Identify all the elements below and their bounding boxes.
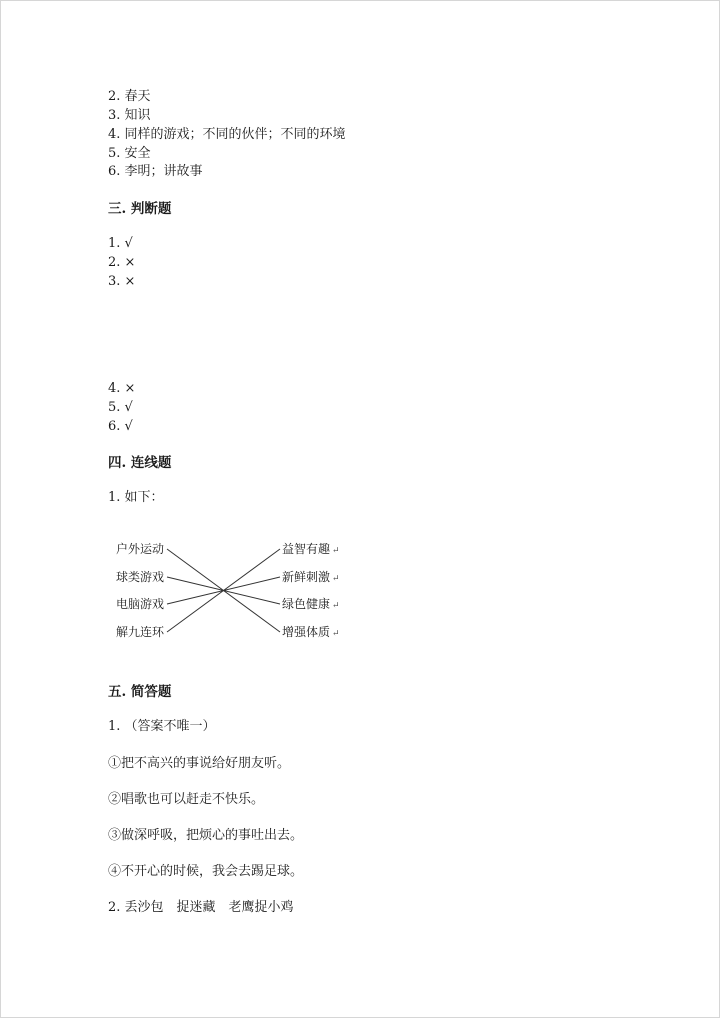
- answer-item: 2. 丢沙包 捉迷藏 老鹰捉小鸡: [108, 900, 294, 915]
- answer-line: 2. 春天: [108, 89, 151, 104]
- section-heading: 三. 判断题: [108, 201, 172, 217]
- judge-item: 4. ×: [108, 381, 136, 396]
- answer-line: 6. 李明；讲故事: [108, 164, 203, 179]
- matching-intro: 1. 如下：: [108, 490, 164, 505]
- judge-item: 3. ×: [108, 274, 136, 289]
- match-left-item: 户外运动: [116, 542, 165, 556]
- match-left-item: 电脑游戏: [116, 597, 165, 611]
- match-right-item: 益智有趣: [282, 542, 331, 556]
- match-left-item: 解九连环: [116, 625, 165, 639]
- question-label: 1. （答案不唯一）: [108, 719, 216, 734]
- match-left-item: 球类游戏: [116, 570, 165, 584]
- answer-item: ③做深呼吸，把烦心的事吐出去。: [108, 828, 304, 843]
- answer-line: 5. 安全: [108, 146, 151, 161]
- answer-item: ①把不高兴的事说给好朋友听。: [108, 756, 291, 771]
- matching-lines: [100, 535, 360, 645]
- paragraph-mark-icon: ↵: [332, 574, 340, 584]
- match-right-item: 绿色健康: [282, 597, 331, 611]
- paragraph-mark-icon: ↵: [332, 546, 340, 556]
- answer-line: 4. 同样的游戏；不同的伙伴；不同的环境: [108, 127, 346, 142]
- paragraph-mark-icon: ↵: [332, 601, 340, 611]
- judge-item: 6. √: [108, 419, 133, 434]
- section-heading: 四. 连线题: [108, 455, 172, 471]
- match-right-item: 增强体质: [282, 625, 331, 639]
- section-heading: 五. 简答题: [108, 684, 172, 700]
- answer-line: 3. 知识: [108, 108, 151, 123]
- answer-item: ④不开心的时候，我会去踢足球。: [108, 864, 304, 879]
- paragraph-mark-icon: ↵: [332, 629, 340, 639]
- match-right-item: 新鲜刺激: [282, 570, 331, 584]
- judge-item: 1. √: [108, 236, 133, 251]
- answer-item: ②唱歌也可以赶走不快乐。: [108, 792, 265, 807]
- judge-item: 5. √: [108, 400, 133, 415]
- judge-item: 2. ×: [108, 255, 136, 270]
